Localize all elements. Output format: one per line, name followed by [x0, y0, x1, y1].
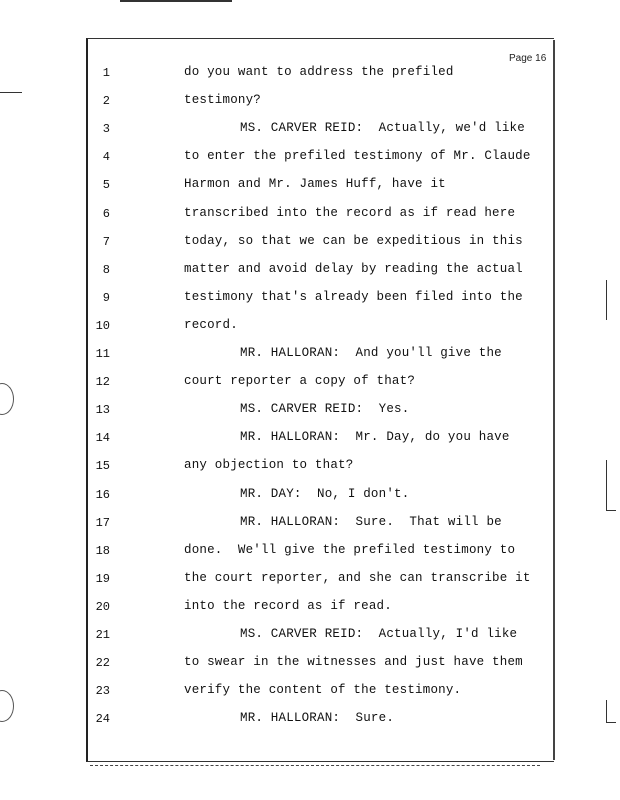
line-number: 14	[95, 431, 110, 445]
line-number: 1	[102, 66, 110, 80]
line-number: 11	[95, 347, 110, 361]
line-number: 23	[95, 684, 110, 698]
transcript-line: to swear in the witnesses and just have them	[184, 655, 523, 669]
transcript-page-right-border	[553, 40, 555, 760]
line-number: 4	[102, 150, 110, 164]
line-number: 6	[102, 207, 110, 221]
transcript-line: MR. HALLORAN: Mr. Day, do you have	[240, 430, 510, 444]
page-number: Page 16	[509, 53, 547, 64]
line-number: 19	[95, 572, 110, 586]
right-margin-mark	[606, 722, 616, 723]
line-number: 5	[102, 178, 110, 192]
transcript-line: verify the content of the testimony.	[184, 683, 462, 697]
punch-hole-mark	[0, 690, 14, 722]
transcript-line: testimony?	[184, 93, 262, 107]
transcript-line: MS. CARVER REID: Actually, we'd like	[240, 121, 525, 135]
transcript-line: record.	[184, 318, 238, 332]
bottom-scan-artifact	[90, 765, 540, 770]
transcript-line: do you want to address the prefiled	[184, 65, 454, 79]
transcript-line: transcribed into the record as if read here	[184, 206, 516, 220]
transcript-line: MR. HALLORAN: And you'll give the	[240, 346, 502, 360]
line-number: 24	[95, 712, 110, 726]
transcript-line: MS. CARVER REID: Actually, I'd like	[240, 627, 518, 641]
transcript-line: Harmon and Mr. James Huff, have it	[184, 177, 446, 191]
transcript-line: today, so that we can be expeditious in this	[184, 234, 523, 248]
punch-hole-mark	[0, 383, 14, 415]
transcript-line: matter and avoid delay by reading the actual	[184, 262, 523, 276]
right-margin-mark	[606, 700, 607, 722]
line-number: 20	[95, 600, 110, 614]
transcript-line: MR. DAY: No, I don't.	[240, 487, 410, 501]
transcript-line: court reporter a copy of that?	[184, 374, 416, 388]
line-number: 2	[102, 94, 110, 108]
line-number: 18	[95, 544, 110, 558]
transcript-line: MR. HALLORAN: Sure.	[240, 711, 395, 725]
line-number: 21	[95, 628, 110, 642]
transcript-line: MS. CARVER REID: Yes.	[240, 402, 410, 416]
transcript-line: into the record as if read.	[184, 599, 392, 613]
transcript-line: testimony that's already been filed into the	[184, 290, 523, 304]
line-number: 13	[95, 403, 110, 417]
right-margin-mark	[606, 280, 607, 320]
line-number: 7	[102, 235, 110, 249]
line-number: 15	[95, 459, 110, 473]
line-number: 16	[95, 488, 110, 502]
line-number: 22	[95, 656, 110, 670]
transcript-line: to enter the prefiled testimony of Mr. Claude	[184, 149, 531, 163]
line-number: 17	[95, 516, 110, 530]
left-margin-mark	[0, 92, 22, 93]
right-margin-mark	[606, 510, 616, 511]
transcript-line: done. We'll give the prefiled testimony to	[184, 543, 516, 557]
transcript-line: any objection to that?	[184, 458, 354, 472]
transcript-page-frame	[86, 38, 554, 762]
right-margin-mark	[606, 460, 607, 510]
top-scan-rule	[120, 0, 232, 2]
transcript-line: the court reporter, and she can transcribe it	[184, 571, 531, 585]
line-number: 9	[102, 291, 110, 305]
line-number: 10	[95, 319, 110, 333]
line-number: 8	[102, 263, 110, 277]
line-number: 12	[95, 375, 110, 389]
transcript-line: MR. HALLORAN: Sure. That will be	[240, 515, 502, 529]
line-number: 3	[102, 122, 110, 136]
